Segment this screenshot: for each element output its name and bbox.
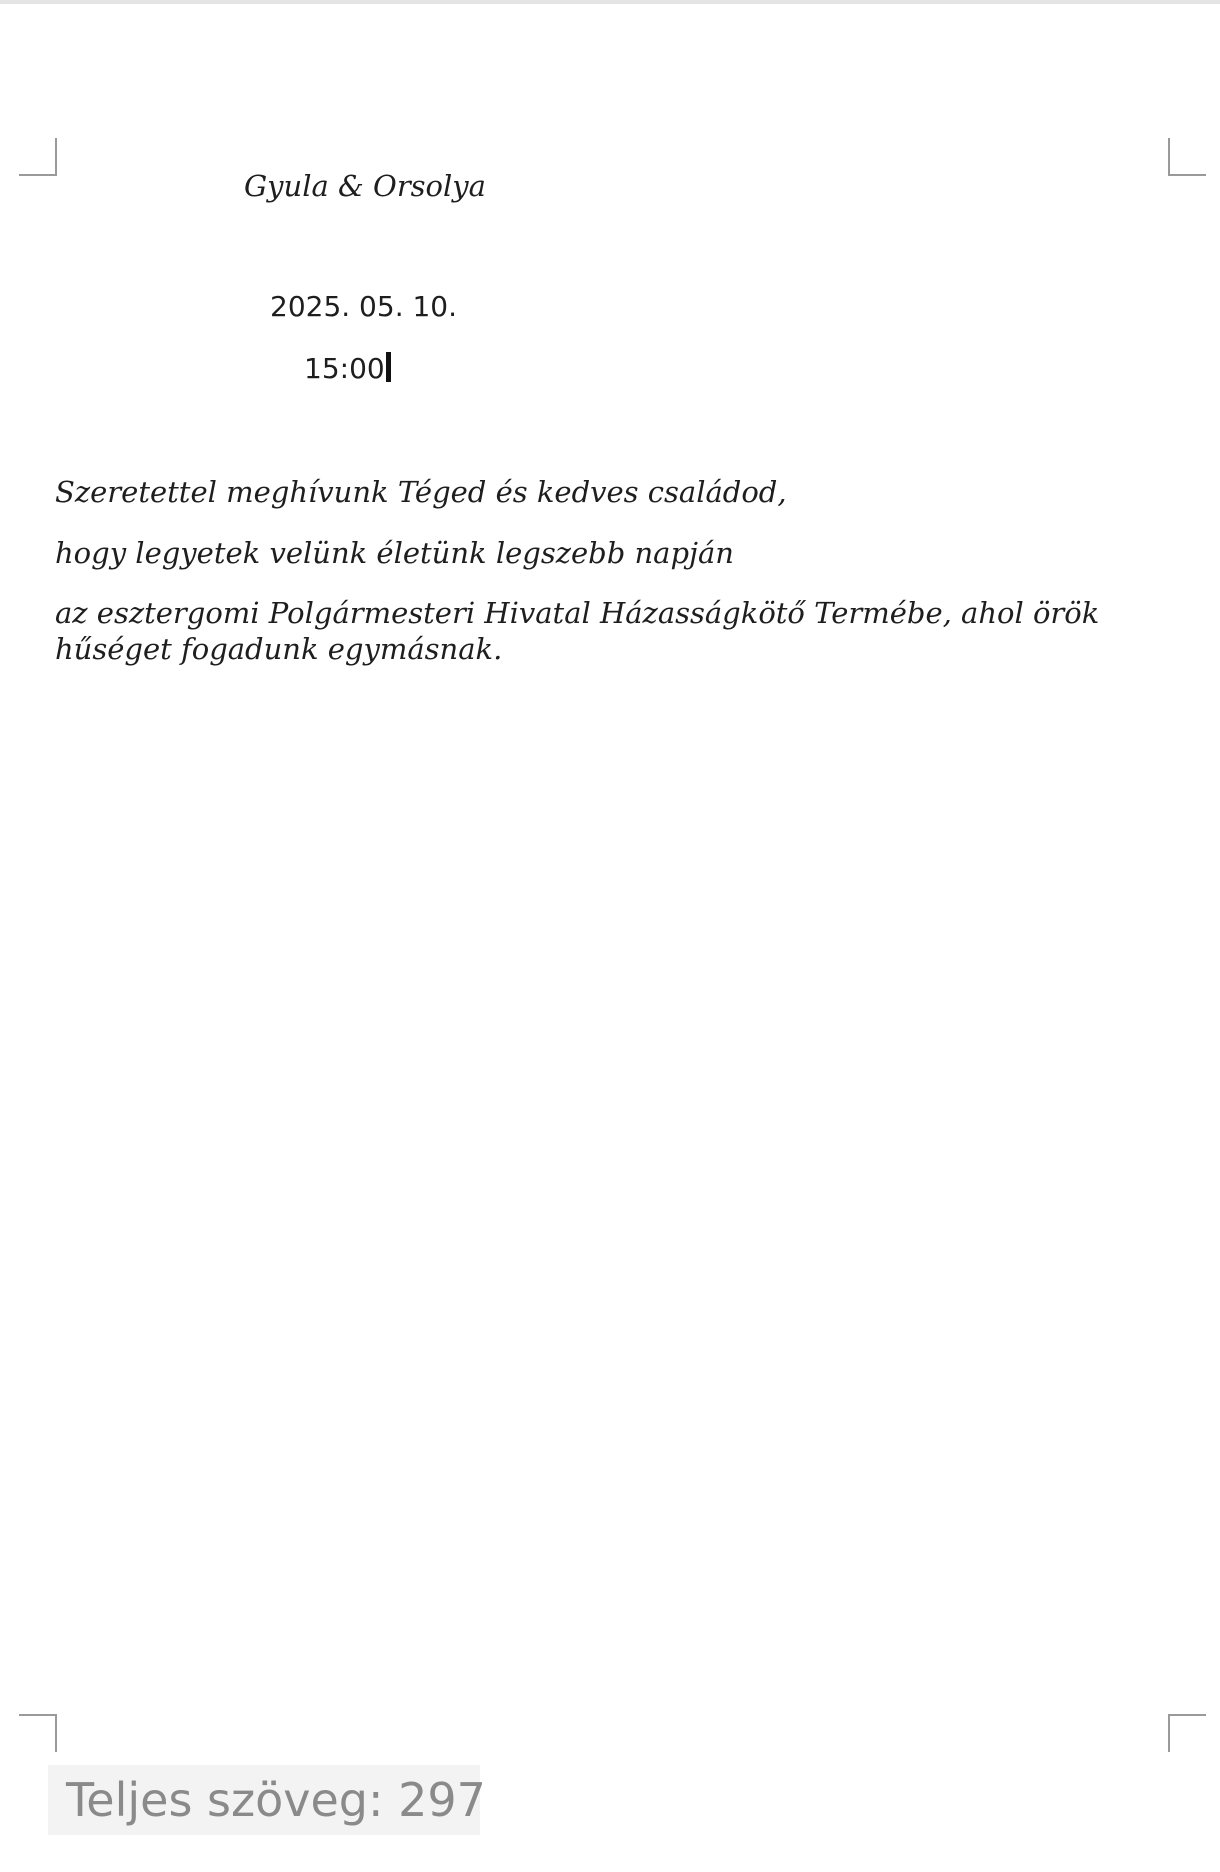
margin-corner-top-right [1168, 138, 1206, 176]
wedding-date[interactable]: 2025. 05. 10. [270, 290, 458, 323]
wedding-time-line[interactable] [304, 351, 391, 387]
invitation-paragraph-3[interactable]: az esztergomi Polgármesteri Hivatal Házasságkötő Termébe, ahol örök hűséget fogadunk egymásnak. [55, 596, 1100, 666]
word-count-label: Teljes szöveg: 297 [66, 1773, 486, 1827]
margin-corner-bottom-right [1168, 1714, 1206, 1752]
text-cursor [386, 352, 391, 382]
margin-corner-bottom-left [19, 1714, 57, 1752]
invitation-paragraph-2[interactable]: hogy legyetek velünk életünk legszebb napján [55, 536, 734, 570]
margin-corner-top-left [19, 138, 57, 176]
wedding-time[interactable]: 15:00 [304, 352, 385, 385]
invitation-paragraph-1[interactable]: Szeretettel meghívunk Téged és kedves családod, [55, 475, 787, 509]
document-page[interactable] [0, 4, 1220, 1872]
word-count-badge[interactable] [48, 1765, 486, 1835]
couple-names[interactable]: Gyula & Orsolya [244, 169, 486, 203]
